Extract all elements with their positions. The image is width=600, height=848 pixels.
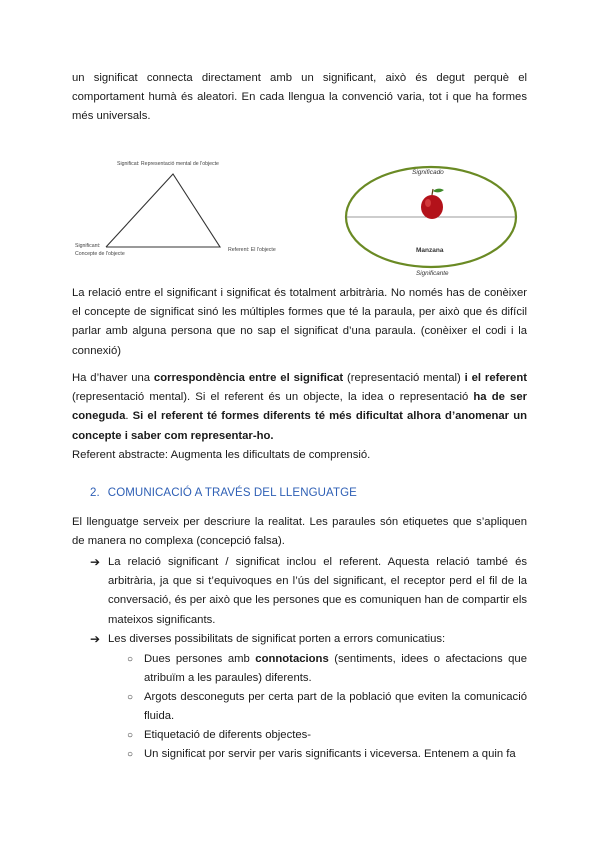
triangle-left-label-2: Concepte de l'objecte [75, 251, 125, 257]
arbitrariness-paragraph: La relació entre el significant i significat és totalment arbitrària. No només has de conèixer el concepte de significat sinó les múltiples formes que té la paraula, per això que és difícil parlar amb alguna persona que no sap el significat d’una paraula. (conèixer el codi i la connexió) [72, 287, 527, 357]
intro-paragraph: un significat connecta directament amb un significant, això és degut perquè el comportament humà és aleatori. En cada llengua la convenció varia, tot i que ha formes més universals. [72, 72, 527, 123]
correspondence-paragraph: Ha d’haver una correspondència entre el significat (representació mental) i el referent (representació mental). Si el referent és un objecte, la idea o representació ha de ser coneguda. Si el referent té formes diferents té més dificultat alhora d’anomenar un concepte i saber com representar-ho. [72, 372, 527, 442]
section-number: 2. [90, 487, 100, 499]
triangle-shape [106, 174, 220, 247]
bullet-item: La relació significant / significat inclou el referent. Aquesta relació també és arbitrària, ja que si t’equivoques en l’ús del significant, el receptor perd el fil de la conversació, és per això que les persones que es comuniquen han de compartir els mateixos significants. [108, 556, 527, 626]
section-title: COMUNICACIÓ A TRAVÉS DEL LLENGUATGE [107, 487, 357, 499]
circle-bullet-icon: ○ [127, 692, 134, 703]
circle-bullet-icon: ○ [127, 730, 134, 741]
section-heading [90, 487, 357, 499]
abstract-referent-paragraph: Referent abstracte: Augmenta les dificultats de comprensió. [72, 449, 371, 461]
ellipse-word: Manzana [416, 247, 444, 254]
arrow-bullet-icon: ➔ [90, 632, 101, 646]
circle-bullet-icon: ○ [127, 749, 134, 760]
circle-bullet-icon: ○ [127, 654, 134, 665]
sub-bullet-item: Dues persones amb connotacions (sentiments, idees o afectacions que atribuïm a les paraules) diferents. [144, 653, 527, 685]
semiotic-triangle-diagram [70, 155, 300, 265]
ellipse-top-label: Significado [412, 169, 444, 176]
ellipse-bottom-label: Significante [416, 270, 449, 277]
sub-bullet-item: Un significat por servir per varis significants i viceversa. Entenem a quin fa [144, 748, 516, 760]
apple-ellipse-diagram [340, 160, 520, 280]
sub-bullet-item: Argots desconeguts per certa part de la població que eviten la comunicació fluida. [144, 691, 527, 723]
language-paragraph: El llenguatge serveix per descriure la realitat. Les paraules són etiquetes que s’apliquen de manera no complexa (concepció falsa). [72, 516, 527, 548]
triangle-left-label-1: Significant: [75, 243, 101, 249]
triangle-top-label: Significat: Representació mental de l'objecte [117, 161, 219, 167]
bullet-item: Les diverses possibilitats de significat porten a errors comunicatius: [108, 633, 446, 645]
arrow-bullet-icon: ➔ [90, 555, 101, 569]
sub-bullet-item: Etiquetació de diferents objectes- [144, 729, 312, 741]
triangle-right-label: Referent: El l'objecte [228, 247, 276, 253]
